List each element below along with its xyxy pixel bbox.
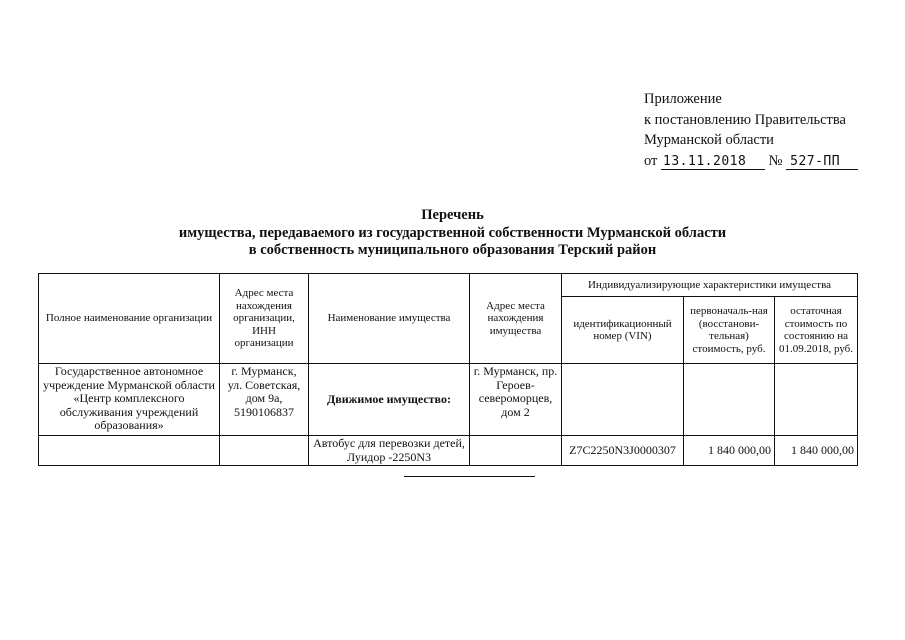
cell-vin — [562, 364, 684, 436]
table-header-row — [39, 274, 858, 297]
cell-org-address — [220, 436, 309, 466]
cell-vin: Z7C2250N3J0000307 — [562, 436, 684, 466]
appendix-region-line: Мурманской области — [644, 132, 774, 148]
appendix-number: 527-ПП — [786, 155, 858, 170]
table-row — [39, 436, 858, 466]
appendix-date: 13.11.2018 — [661, 155, 765, 170]
cell-residual-cost: 1 840 000,00 — [775, 436, 858, 466]
header-org-name: Полное наименование организации — [39, 274, 220, 364]
appendix-block — [644, 89, 858, 171]
cell-property-address — [470, 436, 562, 466]
header-property-name: Наименование имущества — [309, 274, 470, 364]
header-property-address: Адрес места нахождения имущества — [470, 274, 562, 364]
title-line-2: имущества, передаваемого из государственной собственности Мурманской области — [178, 224, 727, 241]
document-title — [0, 207, 905, 260]
header-residual-cost: остаточная стоимость по состоянию на 01.09.2018, руб. — [775, 297, 858, 364]
cell-initial-cost: 1 840 000,00 — [684, 436, 775, 466]
appendix-date-number-line — [644, 151, 858, 172]
header-vin: идентификационный номер (VIN) — [562, 297, 684, 364]
appendix-number-sign: № — [768, 152, 783, 169]
title-line-3: в собственность муниципального образования Терский район — [248, 242, 657, 258]
title-line-1: Перечень — [421, 207, 484, 223]
cell-property-name: Автобус для перевозки детей, Луидор -2250N3 — [309, 436, 470, 466]
header-initial-cost: первоначаль-ная (восстанови-тельная) стоимость, руб. — [684, 297, 775, 364]
cell-property-address: г. Мурманск, пр. Героев-североморцев, дом 2 — [470, 364, 562, 436]
header-characteristics: Индивидуализирующие характеристики имущества — [562, 274, 858, 297]
cell-residual-cost — [775, 364, 858, 436]
cell-property-name: Движимое имущество: — [309, 364, 470, 436]
appendix-from-label: от — [644, 152, 658, 169]
cell-org-name — [39, 436, 220, 466]
closing-separator-line — [404, 476, 535, 477]
cell-initial-cost — [684, 364, 775, 436]
cell-org-address: г. Мурманск, ул. Советская, дом 9а, 5190106837 — [220, 364, 309, 436]
table-row — [39, 364, 858, 436]
cell-org-name: Государственное автономное учреждение Мурманской области «Центр комплексного обслуживания учреждений образования» — [39, 364, 220, 436]
appendix-resolution-line: к постановлению Правительства — [644, 111, 846, 128]
property-table — [38, 273, 858, 466]
header-org-address: Адрес места нахождения организации, ИНН организации — [220, 274, 309, 364]
appendix-title: Приложение — [644, 91, 722, 107]
